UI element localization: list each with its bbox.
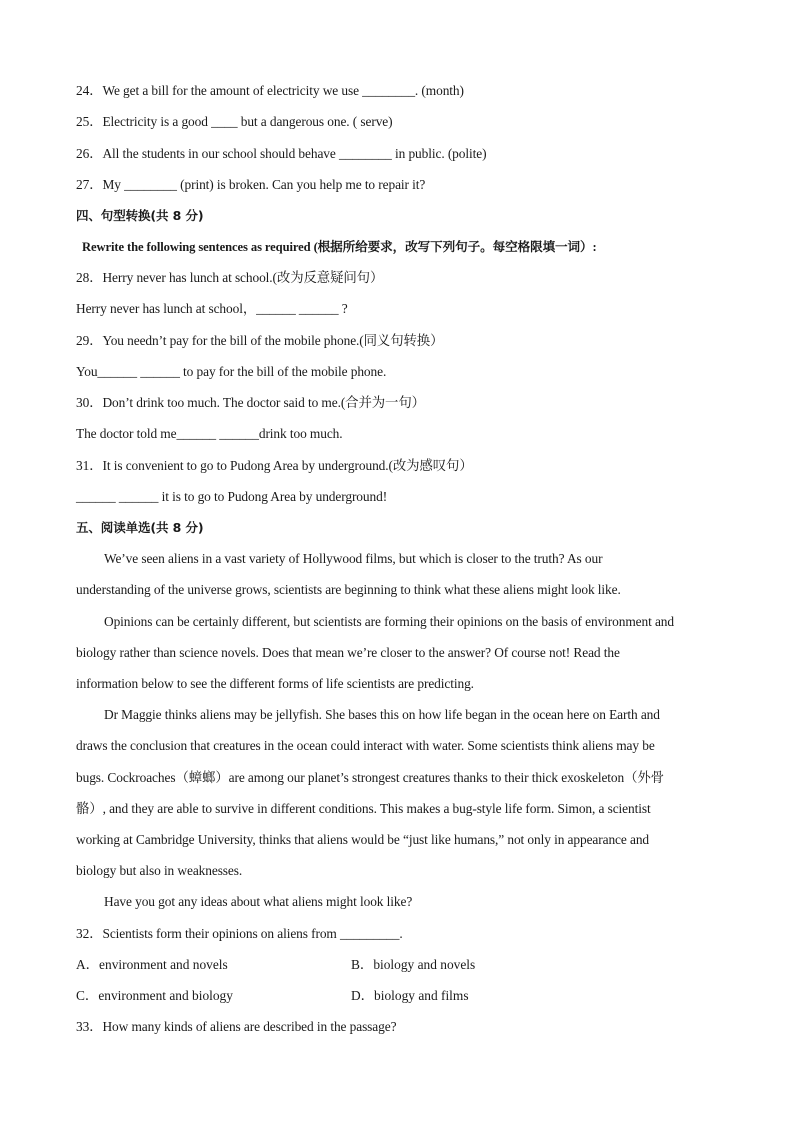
section-4-title: 四、句型转换(共 8 分) [76, 208, 204, 223]
passage-line: working at Cambridge University, thinks that aliens would be “just like humans,” not only in appearance and [76, 832, 650, 847]
passage-line: biology rather than science novels. Does that mean we’re closer to the answer? Of course not! Read the [76, 645, 620, 660]
answer-line-30: The doctor told me______ ______drink too much. [76, 426, 343, 441]
passage-line: draws the conclusion that creatures in the ocean could interact with water. Some scientists think aliens may be [76, 738, 655, 753]
question-32-option-b: B．biology and novels [351, 957, 476, 972]
answer-line-31: ______ ______ it is to go to Pudong Area by underground! [76, 489, 388, 504]
question-32-stem: 32．Scientists form their opinions on aliens from _________. [76, 926, 403, 941]
passage-line: 骼）, and they are able to survive in different conditions. This makes a bug-style life form. Simon, a scientist [76, 801, 651, 816]
passage-line: information below to see the different forms of life scientists are predicting. [76, 676, 474, 691]
passage-line: We’ve seen aliens in a vast variety of Hollywood films, but which is closer to the truth? As our [104, 551, 603, 566]
passage-line: bugs. Cockroaches（蟑螂）are among our planet’s strongest creatures thanks to their thick exoskeleton（外骨 [76, 770, 664, 785]
passage-line: understanding of the universe grows, scientists are beginning to think what these aliens might look like. [76, 582, 621, 597]
passage-line: Have you got any ideas about what aliens might look like? [104, 894, 413, 909]
question-32-option-c: C．environment and biology [76, 988, 233, 1003]
section-4-instruction: Rewrite the following sentences as required (根据所给要求，改写下列句子。每空格限填一词）: [82, 240, 597, 254]
question-30: 30．Don’t drink too much. The doctor said to me.(合并为一句） [76, 395, 425, 410]
passage-line: biology but also in weaknesses. [76, 863, 243, 878]
question-28: 28．Herry never has lunch at school.(改为反意疑问句） [76, 270, 384, 285]
passage-line: Dr Maggie thinks aliens may be jellyfish. She bases this on how life began in the ocean here on Earth and [104, 707, 660, 722]
answer-line-29: You______ ______ to pay for the bill of the mobile phone. [76, 364, 387, 379]
question-24: 24．We get a bill for the amount of electricity we use ________. (month) [76, 83, 464, 98]
section-5-title: 五、阅读单选(共 8 分) [76, 520, 204, 535]
question-29: 29．You needn’t pay for the bill of the mobile phone.(同义句转换） [76, 333, 444, 348]
answer-line-28: Herry never has lunch at school，______ ______ ? [76, 301, 348, 316]
question-26: 26．All the students in our school should behave ________ in public. (polite) [76, 146, 487, 161]
question-32-option-d: D．biology and films [351, 988, 469, 1003]
question-27: 27．My ________ (print) is broken. Can you help me to repair it? [76, 177, 426, 192]
question-32-option-a: A．environment and novels [76, 957, 228, 972]
question-25: 25．Electricity is a good ____ but a dangerous one. ( serve) [76, 114, 393, 129]
passage-line: Opinions can be certainly different, but scientists are forming their opinions on the basis of environment and [104, 614, 674, 629]
question-33-stem: 33．How many kinds of aliens are described in the passage? [76, 1019, 397, 1034]
question-31: 31．It is convenient to go to Pudong Area by underground.(改为感叹句） [76, 458, 473, 473]
